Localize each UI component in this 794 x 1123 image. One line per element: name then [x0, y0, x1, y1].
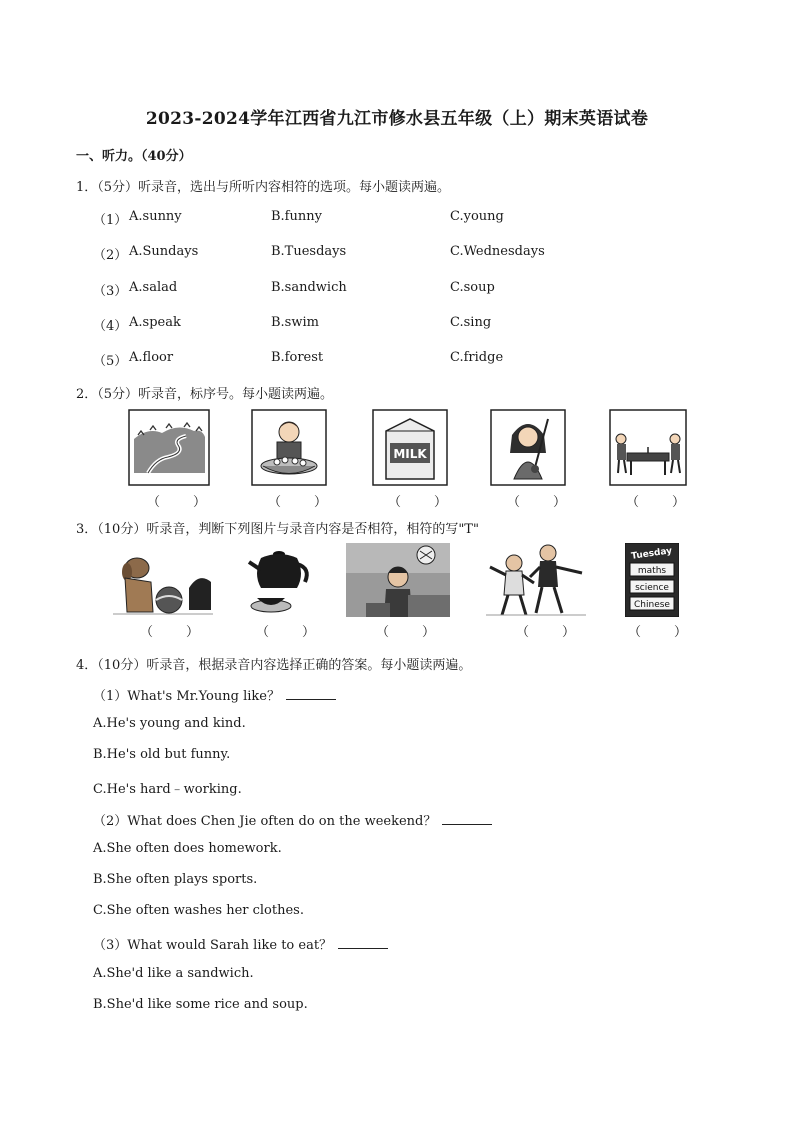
- boy-at-desk-picture: [346, 543, 450, 617]
- tuesday-timetable-board: [625, 543, 679, 617]
- kids-ping-pong-picture: [609, 409, 687, 486]
- question-1-item-4: （4） A.speak B.swim C.sing: [93, 315, 492, 334]
- girl-playing-erhu-picture: [490, 409, 566, 486]
- answer-blank[interactable]: （ ）: [140, 625, 210, 640]
- option-b: B.forest: [271, 350, 324, 365]
- timetable-subject: maths: [637, 566, 667, 576]
- question-4-stem: 4．（10分）听录音，根据录音内容选择正确的答案。每小题读两遍。: [76, 658, 472, 673]
- option-line: B.She often plays sports.: [93, 872, 258, 887]
- option-c: C.fridge: [450, 350, 504, 365]
- question-1-item-5: （5） A.floor B.forest C.fridge: [93, 350, 504, 369]
- option-a: A.sunny: [129, 209, 182, 224]
- answer-blank[interactable]: （ ）: [628, 625, 698, 640]
- answer-line[interactable]: [286, 687, 336, 700]
- timetable-subject: Chinese: [634, 600, 670, 610]
- forest-river-picture: [128, 409, 210, 486]
- milk-label: MILK: [393, 447, 427, 461]
- option-a: A.Sundays: [129, 244, 199, 259]
- question-1-stem: 1．（5分）听录音，选出与所听内容相符的选项。每小题读两遍。: [76, 180, 451, 195]
- question-4-2: （2）What does Chen Jie often do on the weekend？: [93, 810, 492, 829]
- option-line: C.She often washes her clothes.: [93, 903, 304, 918]
- option-line: A.She'd like a sandwich.: [93, 966, 254, 981]
- option-a: A.speak: [129, 315, 181, 330]
- boy-washing-clothes-picture: [251, 409, 327, 486]
- question-1-item-1: （1） A.sunny B.funny C.young: [93, 209, 504, 228]
- answer-blank[interactable]: （ ）: [626, 495, 696, 510]
- option-b: B.Tuesdays: [271, 244, 347, 259]
- option-line: A.He's young and kind.: [93, 716, 246, 731]
- timetable-subject: science: [635, 583, 669, 593]
- option-a: A.floor: [129, 350, 174, 365]
- option-line: B.She'd like some rice and soup.: [93, 997, 308, 1012]
- section-heading-listening: 一、听力。（40分）: [76, 149, 192, 164]
- kids-kung-fu-picture: [486, 543, 586, 617]
- milk-carton-picture: [372, 409, 448, 486]
- answer-blank[interactable]: （ ）: [268, 495, 338, 510]
- option-a: A.salad: [129, 280, 178, 295]
- option-line: B.He's old but funny.: [93, 747, 231, 762]
- option-c: C.sing: [450, 315, 492, 330]
- dog-and-balls-picture: [113, 542, 213, 618]
- answer-blank[interactable]: （ ）: [388, 495, 458, 510]
- option-line: C.He's hard﹣working.: [93, 782, 242, 797]
- option-c: C.Wednesdays: [450, 244, 545, 259]
- option-b: B.swim: [271, 315, 319, 330]
- timetable-day: Tuesday: [630, 546, 673, 562]
- answer-line[interactable]: [442, 812, 492, 825]
- question-3-stem: 3．（10分）听录音，判断下列图片与录音内容是否相符，相符的写"T": [76, 522, 479, 537]
- option-c: C.soup: [450, 280, 495, 295]
- page-title: 2023-2024学年江西省九江市修水县五年级（上）期末英语试卷: [145, 109, 649, 129]
- answer-blank[interactable]: （ ）: [147, 495, 217, 510]
- option-b: B.funny: [271, 209, 322, 224]
- answer-blank[interactable]: （ ）: [516, 625, 586, 640]
- answer-blank[interactable]: （ ）: [507, 495, 577, 510]
- option-line: A.She often does homework.: [93, 841, 282, 856]
- question-4-3: （3）What would Sarah like to eat？: [93, 934, 388, 953]
- question-1-item-3: （3） A.salad B.sandwich C.soup: [93, 280, 495, 299]
- question-4-1: （1）What's Mr.Young like？: [93, 685, 336, 704]
- answer-blank[interactable]: （ ）: [256, 625, 326, 640]
- answer-blank[interactable]: （ ）: [376, 625, 446, 640]
- question-1-item-2: （2） A.Sundays B.Tuesdays C.Wednesdays: [93, 244, 545, 263]
- option-b: B.sandwich: [271, 280, 347, 295]
- answer-line[interactable]: [338, 936, 388, 949]
- question-2-stem: 2．（5分）听录音，标序号。每小题读两遍。: [76, 387, 334, 402]
- option-c: C.young: [450, 209, 504, 224]
- teapot-picture: [247, 542, 313, 618]
